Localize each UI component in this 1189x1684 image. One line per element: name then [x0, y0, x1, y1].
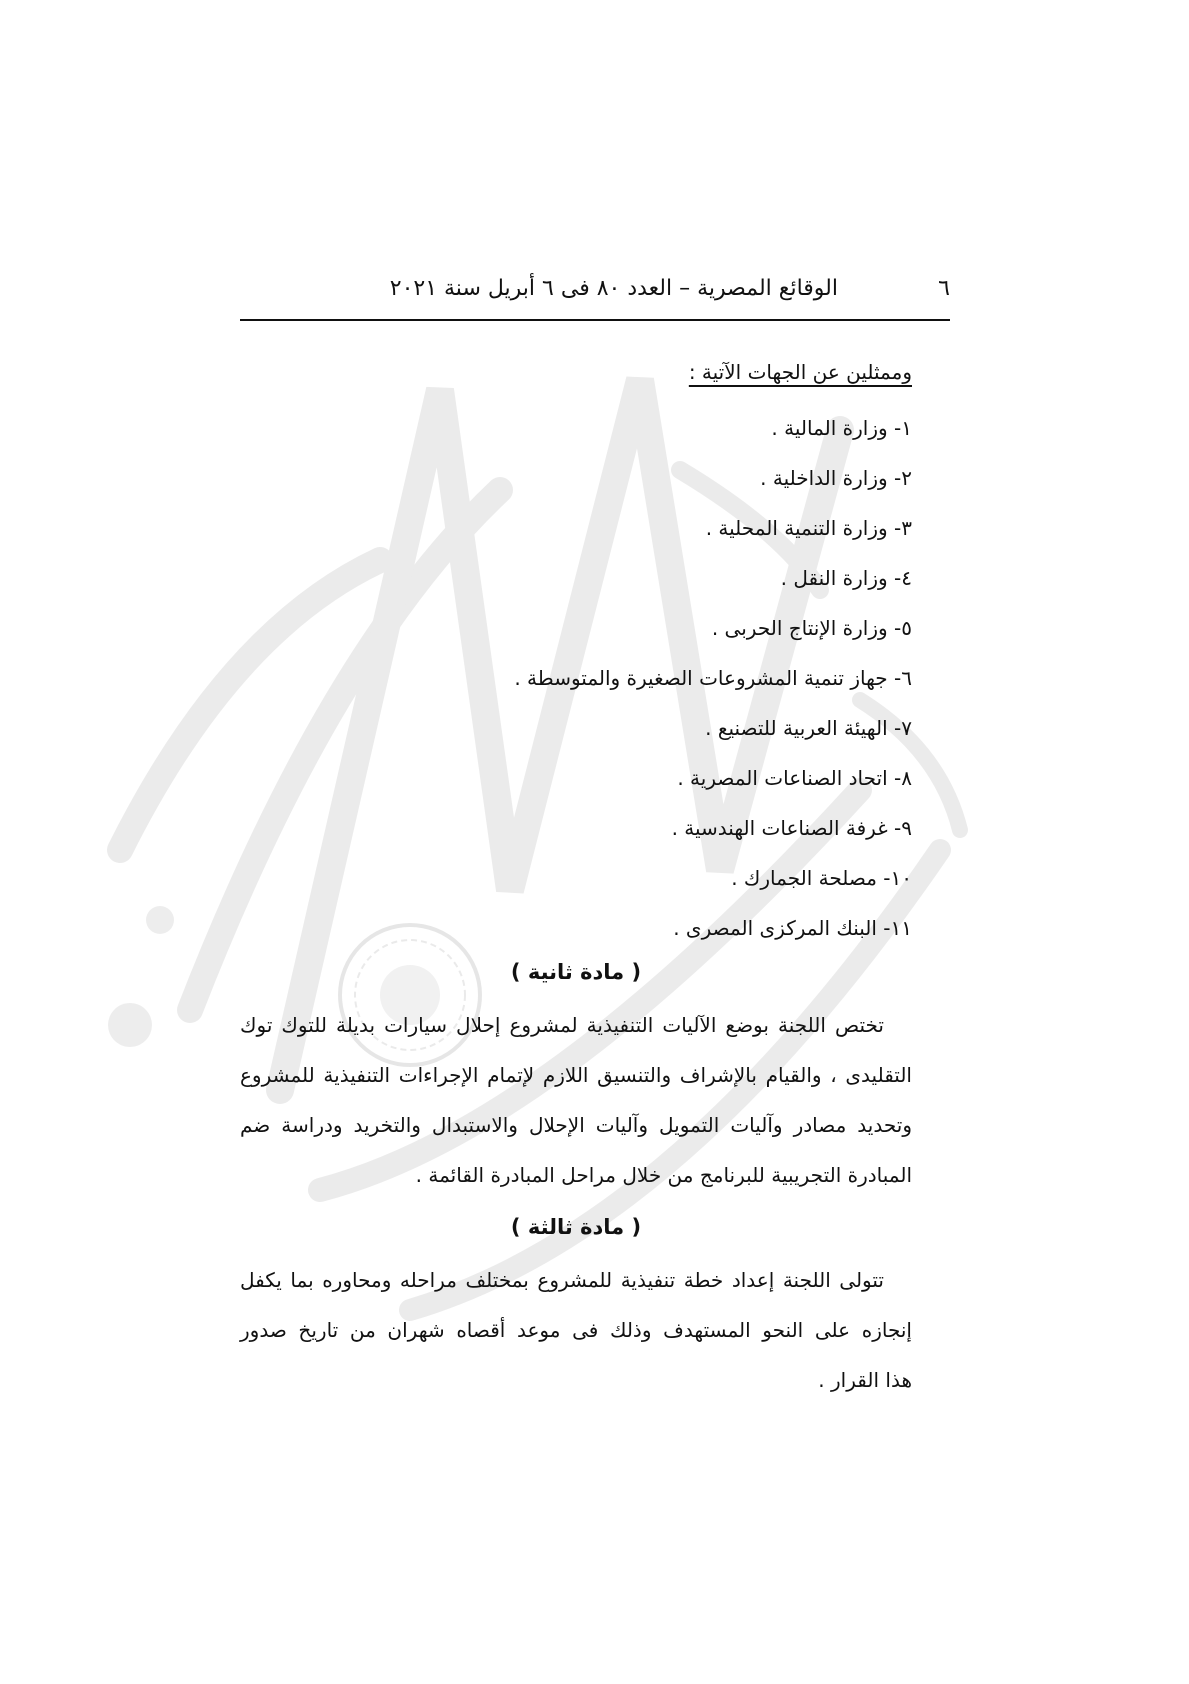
article-3-text [240, 1255, 912, 1405]
paragraph-line: تختص اللجنة بوضع الآليات التنفيذية لمشروع إحلال سيارات بديلة للتوك توك [240, 1013, 884, 1037]
list-item: ٣- وزارة التنمية المحلية . [705, 516, 912, 540]
entities-list [514, 413, 912, 963]
article-2-text [240, 1000, 912, 1200]
list-item: ١- وزارة المالية . [771, 416, 912, 440]
gazette-issue-line: الوقائع المصرية – العدد ٨٠ فى ٦ أبريل سنة ٢٠٢١ [389, 276, 838, 301]
list-item: ١١- البنك المركزى المصرى . [673, 916, 912, 940]
list-item: ٦- جهاز تنمية المشروعات الصغيرة والمتوسطة . [514, 666, 912, 690]
list-item: ٨- اتحاد الصناعات المصرية . [677, 766, 912, 790]
paragraph-line: وتحديد مصادر وآليات التمويل وآليات الإحلال والاستبدال والتخريد ودراسة ضم [240, 1113, 912, 1137]
page-header [240, 272, 950, 312]
article-2-heading: ( مادة ثانية ) [510, 960, 642, 984]
paragraph-line: هذا القرار . [818, 1368, 912, 1392]
paragraph-line: تتولى اللجنة إعداد خطة تنفيذية للمشروع بمختلف مراحله ومحاوره بما يكفل [240, 1268, 884, 1292]
paragraph-line: إنجازه على النحو المستهدف وذلك فى موعد أقصاه شهران من تاريخ صدور [240, 1318, 912, 1342]
representatives-intro: وممثلين عن الجهات الآتية : [688, 360, 912, 384]
paragraph-line: التقليدى ، والقيام بالإشراف والتنسيق اللازم لإتمام الإجراءات التنفيذية للمشروع [240, 1063, 912, 1087]
list-item: ٢- وزارة الداخلية . [760, 466, 912, 490]
list-item: ٤- وزارة النقل . [780, 566, 912, 590]
page-number: ٦ [938, 276, 950, 301]
list-item: ٧- الهيئة العربية للتصنيع . [705, 716, 912, 740]
list-item: ٩- غرفة الصناعات الهندسية . [671, 816, 912, 840]
paragraph-line: المبادرة التجريبية للبرنامج من خلال مراحل المبادرة القائمة . [415, 1163, 912, 1187]
list-item: ٥- وزارة الإنتاج الحربى . [711, 616, 912, 640]
article-3-heading: ( مادة ثالثة ) [510, 1215, 642, 1239]
list-item: ١٠- مصلحة الجمارك . [731, 866, 912, 890]
header-divider [240, 319, 950, 321]
